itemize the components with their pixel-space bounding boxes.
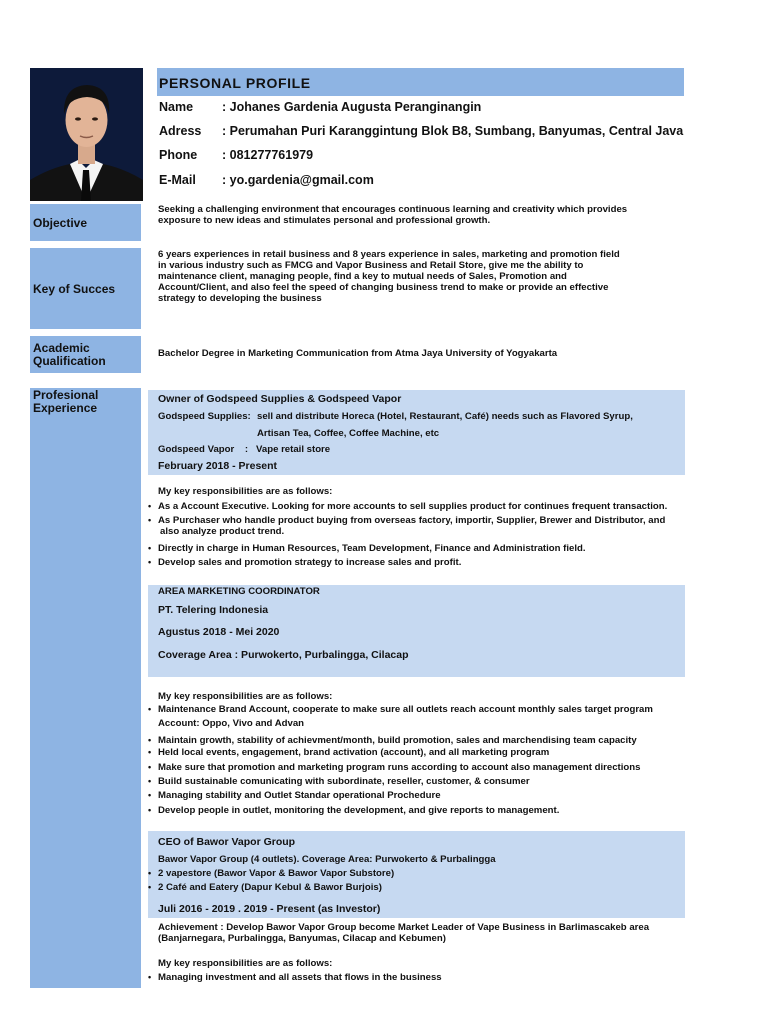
list-item-text: also analyze product trend. [160,526,285,537]
experience-label [30,388,141,988]
objective-label-text: Objective [33,215,88,230]
list-item-text: Account: Oppo, Vivo and Advan [158,718,305,729]
key-success-label-text: Key of Succes [33,281,116,296]
job3-achievement [158,922,688,944]
list-item-text: Develop people in outlet, monitoring the development, and give reports to management. [158,805,560,816]
list-item-text: Held local events, engagement, brand activation (account), and all marketing program [158,747,550,758]
key-success-line: strategy to developing the business [158,293,322,304]
job3-title: CEO of Bawor Vapor Group [158,836,296,848]
list-item-text: 2 vapestore (Bawor Vapor & Bawor Vapor Substore) [158,868,395,879]
bullet-icon: • [148,747,152,757]
bullet-icon: • [148,776,152,786]
bullet-icon: • [148,805,152,815]
academic-text: Bachelor Degree in Marketing Communication from Atma Jaya University of Yogyakarta [158,348,558,359]
job3-desc: Bawor Vapor Group (4 outlets). Coverage Area: Purwokerto & Purbalingga [158,854,496,865]
academic-label-line1: Academic [33,340,90,355]
job1-title: Owner of Godspeed Supplies & Godspeed Vapor [158,393,402,405]
job2-resp-intro: My key responsibilities are as follows: [158,691,333,702]
email-value: : yo.gardenia@gmail.com [222,173,374,187]
job1-supplies-line2: Artisan Tea, Coffee, Coffee Machine, etc [257,428,440,439]
bullet-icon: • [148,543,152,553]
job3-period: Juli 2016 - 2019 . 2019 - Present (as Investor) [158,903,381,915]
key-success-text [158,249,688,304]
academic-label [30,336,141,373]
bullet-icon: • [148,515,152,525]
list-item-text: Make sure that promotion and marketing program runs according to account also management directions [158,762,641,773]
job1-supplies-label: Godspeed Supplies: [158,411,251,422]
list-item-text: Build sustainable comunicating with subordinate, reseller, customer, & consumer [158,776,530,787]
achievement-line: Achievement : Develop Bawor Vapor Group become Market Leader of Vape Business in Barlimascakeb area [158,922,650,933]
bullet-icon: • [148,868,152,878]
academic-label-line2: Qualification [33,353,106,368]
list-item-text: Maintenance Brand Account, cooperate to make sure all outlets reach account monthly sales target program [158,704,653,715]
list-item-text: Directly in charge in Human Resources, Team Development, Finance and Administration field. [158,543,586,554]
name-value: : Johanes Gardenia Augusta Peranginangin [222,100,482,114]
key-success-line: Account/Client, and also feel the speed of changing business trend to make or provide an effective [158,282,609,293]
personal-profile-header [157,68,684,96]
key-success-label [30,248,141,329]
list-item-text: Managing investment and all assets that flows in the business [158,972,442,983]
job1-period: February 2018 - Present [158,460,278,472]
bullet-icon: • [148,735,152,745]
key-success-line: in various industry such as FMCG and Vapor Business and Retail Store, give me the ability to [158,260,584,271]
achievement-line: (Banjarnegara, Purbalingga, Banyumas, Cilacap and Kebumen) [158,933,446,944]
email-label: E-Mail [159,173,196,187]
list-item-text: Maintain growth, stability of achievment/month, build promotion, sales and marchendising team capacity [158,735,637,746]
list-item-text: Develop sales and promotion strategy to increase sales and profit. [158,557,462,568]
job1-resp-intro: My key responsibilities are as follows: [158,486,333,497]
objective-label [30,204,141,241]
objective-line: exposure to new ideas and stimulates personal and professional growth. [158,215,491,226]
job2-title: AREA MARKETING COORDINATOR [158,586,320,597]
bullet-icon: • [148,790,152,800]
objective-text [158,204,688,226]
personal-profile-title: PERSONAL PROFILE [159,75,311,91]
phone-label: Phone [159,148,198,162]
job1-vapor-label: Godspeed Vapor : [158,444,249,455]
experience-label-line1: Profesional [33,388,99,402]
key-success-line: maintenance client, managing people, find a key to mutual needs of Sales, Promotion and [158,271,567,282]
phone-value: : 081277761979 [222,148,314,162]
bullet-icon: • [148,704,152,714]
bullet-icon: • [148,501,152,511]
name-label: Name [159,100,194,114]
profile-photo [30,68,143,201]
bullet-icon: • [148,557,152,567]
job2-period: Agustus 2018 - Mei 2020 [158,626,280,638]
job3-resp-intro: My key responsibilities are as follows: [158,958,333,969]
job2-company: PT. Telering Indonesia [158,604,269,616]
bullet-icon: • [148,972,152,982]
list-item-text: As a Account Executive. Looking for more accounts to sell supplies product for continues frequent transaction. [158,501,668,512]
job1-supplies-line1: sell and distribute Horeca (Hotel, Restaurant, Café) needs such as Flavored Syrup, [257,411,633,422]
key-success-line: 6 years experiences in retail business and 8 years experience in sales, marketing and promotion field [158,249,620,260]
list-item-text: Managing stability and Outlet Standar operational Prochedure [158,790,441,801]
experience-label-line2: Experience [33,401,98,415]
job2-coverage: Coverage Area : Purwokerto, Purbalingga, Cilacap [158,649,409,661]
bullet-icon: • [148,882,152,892]
list-item-text: 2 Café and Eatery (Dapur Kebul & Bawor Burjois) [158,882,382,893]
address-value: : Perumahan Puri Karanggintung Blok B8, Sumbang, Banyumas, Central Java [222,124,684,138]
bullet-icon: • [148,762,152,772]
objective-line: Seeking a challenging environment that encourages continuous learning and creativity which provides [158,204,628,215]
job1-vapor-value: Vape retail store [256,444,331,455]
address-label: Adress [159,124,202,138]
list-item-text: As Purchaser who handle product buying from overseas factory, importir, Supplier, Brewer and Distributor, and [158,515,666,526]
